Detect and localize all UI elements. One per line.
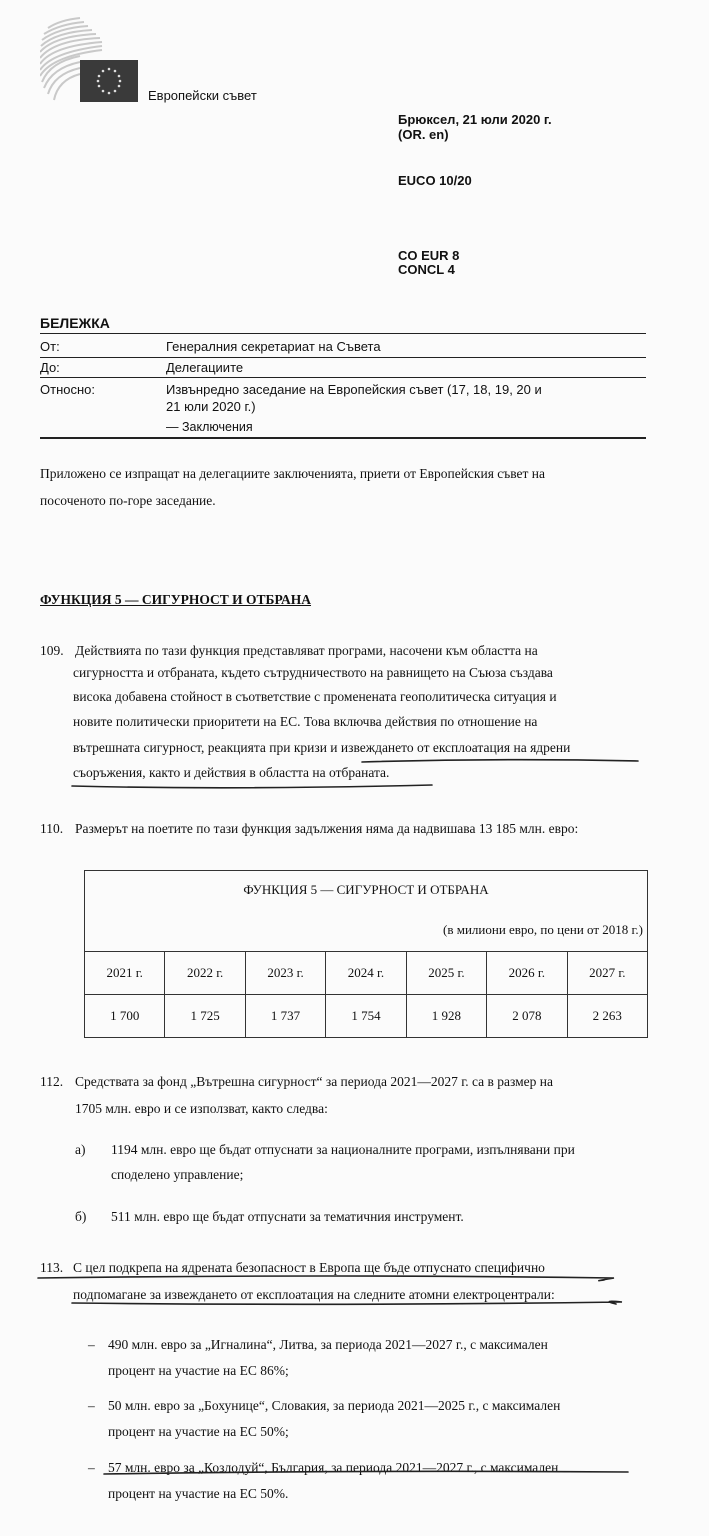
bullet-line-1: 50 млн. евро за „Бохунице“, Словакия, за периода 2021—2025 г., с максимален — [108, 1398, 561, 1413]
para-109-number: 109. — [40, 643, 64, 658]
underline-mark — [362, 760, 638, 762]
para-109-line: висока добавена стойност в съответствие с променената геополитическа ситуация и — [73, 689, 557, 704]
year-cell: 2027 г. — [567, 952, 647, 995]
original-language: (OR. en) — [398, 127, 449, 142]
value-cell: 1 725 — [165, 995, 245, 1038]
section-heading: ФУНКЦИЯ 5 — СИГУРНОСТ И ОТБРАНА — [40, 592, 312, 607]
para-109-line: сигурността и отбраната, където сътрудничеството на равнището на Съюза създава — [73, 665, 553, 680]
bullet-line-2: процент на участие на ЕС 86%; — [108, 1363, 289, 1378]
para-112-line-1: Средствата за фонд „Вътрешна сигурност“ за периода 2021—2027 г. са в размер на — [75, 1074, 554, 1089]
value-cell: 1 737 — [245, 995, 325, 1038]
subject-line-2: 21 юли 2020 г.) — [166, 399, 256, 414]
value-cell: 1 700 — [85, 995, 165, 1038]
to-value: Делегациите — [166, 360, 244, 375]
org-name: Европейски съвет — [148, 88, 257, 103]
from-value: Генералния секретариат на Съвета — [166, 339, 381, 354]
item-b-line-1: 511 млн. евро ще бъдат отпуснати за тематичния инструмент. — [111, 1209, 464, 1224]
underline-mark — [38, 1276, 614, 1281]
bullet-line-1: 490 млн. евро за „Игналина“, Литва, за периода 2021—2027 г., с максимален — [108, 1337, 548, 1352]
note-title: БЕЛЕЖКА — [40, 315, 110, 331]
document-reference: EUCO 10/20 — [398, 173, 472, 188]
subject-line-1: Извънредно заседание на Европейския съвет (17, 18, 19, 20 и — [166, 382, 542, 397]
underline-mark — [104, 1471, 628, 1474]
para-109-line: съоръжения, както и действия в областта на отбраната. — [73, 765, 390, 780]
para-109-line: Действията по тази функция представляват програми, насочени към областта на — [75, 643, 538, 658]
intro-line-1: Приложено се изпращат на делегациите заключенията, приети от Европейския съвет на — [40, 466, 546, 481]
year-cell: 2025 г. — [406, 952, 486, 995]
para-109-line: вътрешната сигурност, реакцията при кризи и извеждането от експлоатация на ядрени — [73, 740, 571, 755]
code-1: CO EUR 8 — [398, 248, 460, 263]
bullet-dash: – — [88, 1337, 95, 1352]
bullet-line-1: 57 млн. евро за „Козлодуй“, България, за периода 2021—2027 г., с максимален — [108, 1460, 559, 1475]
item-b-label: б) — [75, 1209, 87, 1224]
year-cell: 2021 г. — [85, 952, 165, 995]
table-subtitle: (в милиони евро, по цени от 2018 г.) — [85, 909, 648, 952]
subject-label: Относно: — [40, 382, 95, 397]
from-label: От: — [40, 339, 60, 354]
bullet-line-2: процент на участие на ЕС 50%. — [108, 1486, 289, 1501]
value-cell: 2 263 — [567, 995, 647, 1038]
item-a-line-1: 1194 млн. евро ще бъдат отпуснати за националните програми, изпълнявани при — [111, 1142, 575, 1157]
value-cell: 1 928 — [406, 995, 486, 1038]
bullet-dash: – — [88, 1460, 95, 1475]
value-cell: 1 754 — [326, 995, 406, 1038]
para-113-line-2: подпомагане за извеждането от експлоатация на следните атомни електроцентрали: — [73, 1287, 555, 1302]
year-cell: 2024 г. — [326, 952, 406, 995]
intro-line-2: посоченото по-горе заседание. — [40, 493, 216, 508]
item-a-label: а) — [75, 1142, 86, 1157]
para-113-line-1: С цел подкрепа на ядрената безопасност в Европа ще бъде отпуснато специфично — [73, 1260, 545, 1275]
para-110-text: Размерът на поетите по тази функция задължения няма да надвишава 13 185 млн. евро: — [75, 821, 579, 836]
year-cell: 2026 г. — [487, 952, 567, 995]
underline-mark — [72, 1301, 622, 1304]
para-112-number: 112. — [40, 1074, 64, 1089]
code-2: CONCL 4 — [398, 262, 455, 277]
bullet-line-2: процент на участие на ЕС 50%; — [108, 1424, 289, 1439]
para-113-number: 113. — [40, 1260, 64, 1275]
underline-mark — [72, 785, 432, 788]
bullet-dash: – — [88, 1398, 95, 1413]
para-112-line-2: 1705 млн. евро и се използват, както следва: — [75, 1101, 328, 1116]
year-cell: 2023 г. — [245, 952, 325, 995]
para-109-line: новите политически приоритети на ЕС. Това включва действия по отношение на — [73, 714, 538, 729]
para-110-number: 110. — [40, 821, 64, 836]
year-cell: 2022 г. — [165, 952, 245, 995]
value-cell: 2 078 — [487, 995, 567, 1038]
to-label: До: — [40, 360, 60, 375]
place-date: Брюксел, 21 юли 2020 г. — [398, 112, 552, 127]
subject-line-3: — Заключения — [166, 420, 253, 434]
item-a-line-2: споделено управление; — [111, 1167, 244, 1182]
table-title: ФУНКЦИЯ 5 — СИГУРНОСТ И ОТБРАНА — [85, 871, 648, 910]
